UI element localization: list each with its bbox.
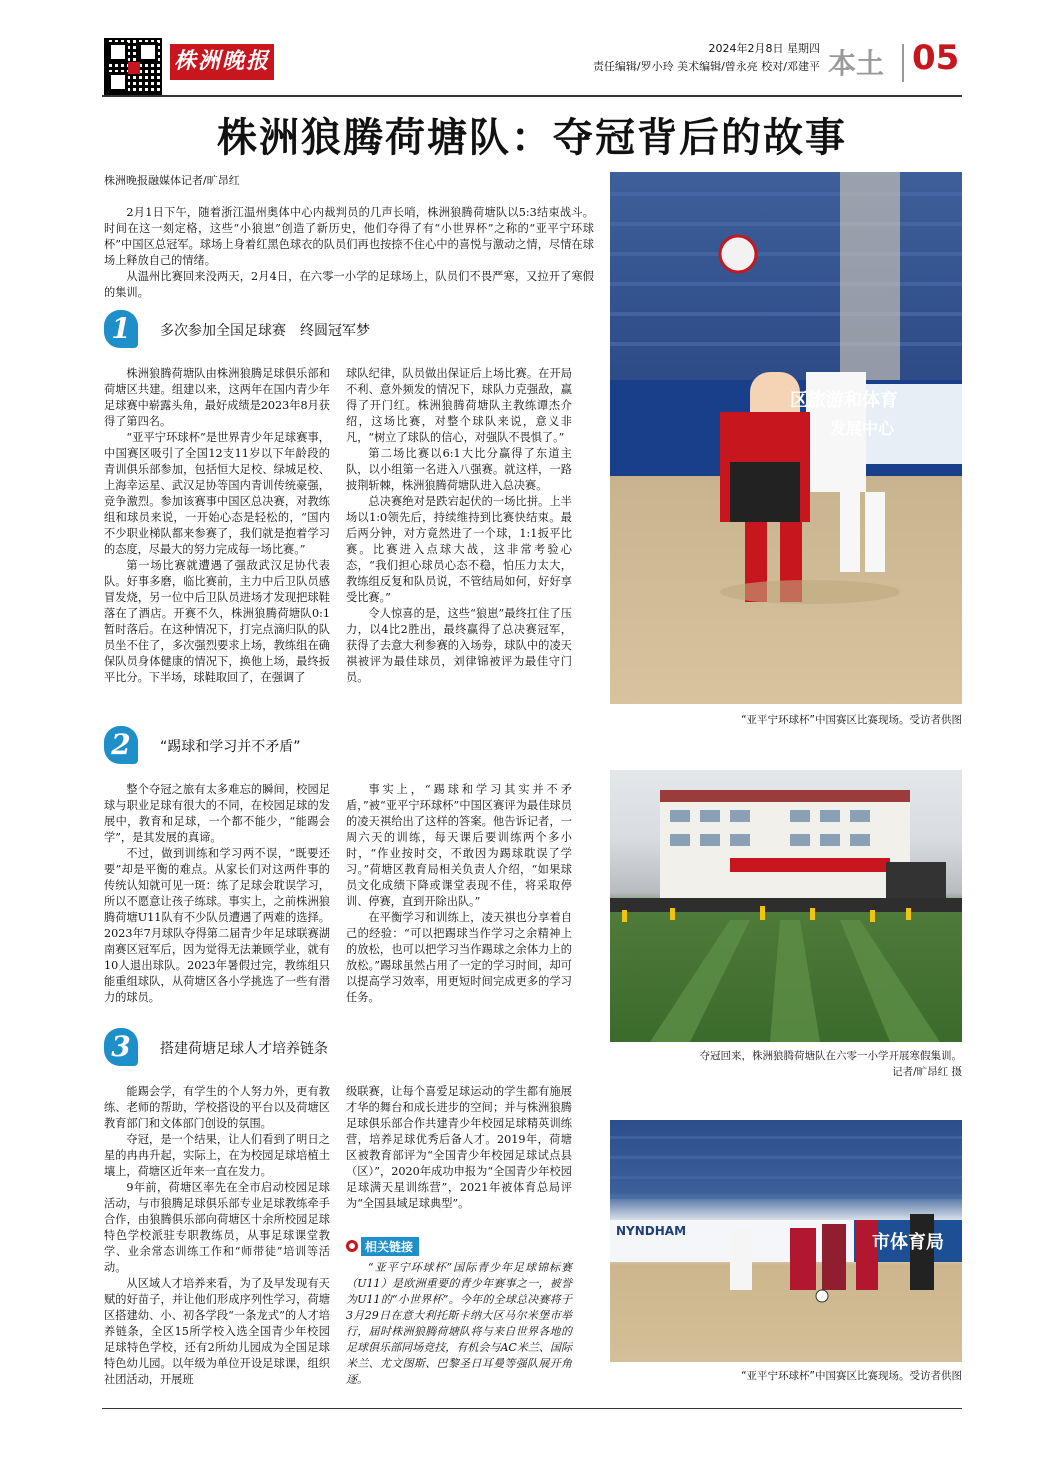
masthead-logo: 株洲晚报: [170, 44, 274, 80]
paragraph: 第一场比赛就遭遇了强敌武汉足协代表队。好事多磨，临比赛前，主力中后卫队员感冒发烧，另一位中后卫队员进场才发现把球鞋落在了酒店。开赛不久，株洲狼腾荷塘队0:1暂时落后。在这种情况下，打完点滴归队的队员坐不住了，多次强烈要求上场，教练组在确保队员身体健康的情况下，换他上场，最终扳平比分。下半场，球鞋取回了，在强调了: [104, 559, 330, 684]
header-rule: [102, 95, 962, 97]
paragraph: 夺冠，是一个结果，让人们看到了明日之星的冉冉升起，实际上，在为校园足球培植土壤上，荷塘区近年来一直在发力。: [104, 1133, 330, 1178]
paragraph: “亚平宁环球杯”是世界青少年足球赛事，中国赛区吸引了全国12支11岁以下年龄段的青训俱乐部参加，包括恒大足校、绿城足校、上海幸运星、武汉足协等国内青训传统豪强，竞争激烈。参加该赛事中国区总决赛，对教练组和球员来说，一开始心态是轻松的，“国内不少职业梯队都来参赛了，我们就是抱着学习的态度，尽最大的努力完成每一场比赛。”: [104, 431, 330, 556]
stadium-banner-2: 发展中心: [830, 419, 895, 438]
photo-match-1-art: [610, 172, 962, 704]
paragraph: 在平衡学习和训练上，凌天祺也分享着自己的经验：“可以把踢球当作学习之余精神上的放松，也可以把学习当作踢球之余体力上的放松。”踢球虽然占用了一定的学习时间，却可以提高学习效率，用更短时间完成更多的学习任务。: [346, 911, 572, 1004]
photo-match-2: [610, 1120, 962, 1362]
paragraph: 事实上，“踢球和学习其实并不矛盾，”被“亚平宁环球杯”中国区赛评为最佳球员的凌天祺给出了这样的答案。他告诉记者，一周六天的训练，每天课后要训练两个多小时，“作业按时交，不敢因为踢球耽误了学习。”荷塘区教育局相关负责人介绍，“如果球员文化成绩下降或课堂表现不佳，将采取停训、停赛，直到开除出队。”: [346, 783, 572, 908]
photo-training-art: [610, 770, 962, 1042]
section-1-col-2: [346, 366, 572, 686]
section-3-heading: [104, 1028, 504, 1068]
lead-text: [104, 205, 594, 301]
paragraph: 总决赛绝对是跌宕起伏的一场比拼。上半场以1:0领先后，持续维持到比赛快结束。最后两分钟，对方竟然进了一个球，1:1扳平比赛。比赛进入点球大战，这非常考验心态，“我们担心球员心态不稳，怕压力太大，教练组反复和队员说，不管结局如何，好好享受比赛。”: [346, 495, 572, 604]
stadium-banner-3: 市体育局: [872, 1232, 944, 1253]
paragraph: 第二场比赛以6:1大比分赢得了东道主队，以小组第一名进入八强赛。就这样，一路披荆斩棘，株洲狼腾荷塘队进入总决赛。: [346, 447, 572, 492]
section-3-number: 3: [104, 1028, 138, 1066]
qr-code: [104, 38, 162, 96]
paragraph: 能踢会学，有学生的个人努力外，更有教练、老师的帮助，学校搭设的平台以及荷塘区教育部门和文体部门创设的氛围。: [104, 1085, 330, 1130]
editor-credits: 责任编辑/罗小玲 美术编辑/曾永亮 校对/邓建平: [592, 60, 820, 73]
section-2-col-1: [104, 782, 330, 1006]
photo-3-caption: “亚平宁环球杯”中国赛区比赛现场。受访者供图: [741, 1370, 962, 1382]
paragraph: 不过，做到训练和学习两不误，“既要还要”却是平衡的难点。从家长们对这两件事的传统认知就可见一斑：练了足球会耽误学习，所以不愿意让孩子练球。事实上，之前株洲狼腾荷塘U11队有不少队员遭遇了两难的选择。2023年7月球队夺得第二届青少年足球联赛湖南赛区冠军后，因为觉得无法兼顾学业，就有10人退出球队。2023年暑假过完，教练组只能重组球队，从荷塘区各小学挑选了一些有潜力的球员。: [104, 847, 330, 1004]
section-2-col-2: [346, 782, 572, 1006]
paragraph: 球队纪律，队员做出保证后上场比赛。在开局不利、意外频发的情况下，球队力克强敌，赢得了开门红。株洲狼腾荷塘队主教练谭杰介绍，这场比赛，对整个球队来说，意义非凡，“树立了球队的信心，对强队不畏惧了。”: [346, 367, 572, 444]
photo-2-caption: 夺冠回来，株洲狼腾荷塘队在六零一小学开展寒假集训。: [699, 1050, 962, 1062]
section-2-number: 2: [104, 726, 138, 764]
section-1-heading: [104, 310, 504, 350]
paragraph: 从区域人才培养来看，为了及早发现有天赋的好苗子，并让他们形成序列性学习，荷塘区搭建幼、小、初各学段“一条龙式”的人才培养链条，全区15所学校入选全国青少年校园足球特色学校，还有2所幼儿园成为全国足球特色幼儿园。以年级为单位开设足球课，组织社团活动，开展班: [104, 1277, 330, 1386]
section-1-col-1: [104, 366, 330, 686]
section-2-heading: [104, 726, 504, 766]
issue-date: 2024年2月8日 星期四: [708, 42, 820, 55]
stadium-banner: 区旅游和体育: [790, 390, 898, 411]
section-3-title: 搭建荷塘足球人才培养链条: [160, 1041, 328, 1057]
section-2-title: “踢球和学习并不矛盾”: [160, 739, 301, 755]
photo-2-credit: 记者/旷昂红 摄: [892, 1066, 962, 1078]
paragraph: 令人惊喜的是，这些“狼崽”最终扛住了压力，以4比2胜出，最终赢得了总决赛冠军，获得了去意大利参赛的入场券，球队中的凌天祺被评为最佳球员，刘律锦被评为最佳守门员。: [346, 607, 572, 684]
paragraph: 株洲狼腾荷塘队由株洲狼腾足球俱乐部和荷塘区共建。组建以来，这两年在国内青少年足球赛中崭露头角，最好成绩是2023年8月获得了第四名。: [104, 367, 330, 428]
sponsor-banner: NYNDHAM: [616, 1224, 687, 1238]
section-1-title: 多次参加全国足球赛 终圆冠军梦: [160, 323, 370, 339]
lead-paragraph: 从温州比赛回来没两天，2月4日，在六零一小学的足球场上，队员们不畏严寒，又拉开了寒假的集训。: [104, 270, 594, 299]
paragraph: 级联赛，让每个喜爱足球运动的学生都有施展才华的舞台和成长进步的空间；并与株洲狼腾足球俱乐部合作共建青少年校园足球精英训练营，培养足球优秀后备人才。2019年，荷塘区被教育部评为“全国青少年校园足球试点县（区）”，2020年成功申报为“全国青少年校园足球满天星训练营”，2021年被体育总局评为“全国县域足球典型”。: [346, 1085, 572, 1210]
footer-rule: [102, 1408, 962, 1409]
section-3-col-2: [346, 1084, 572, 1212]
section-1-number: 1: [104, 310, 138, 348]
section-name: 本土: [828, 47, 885, 80]
paragraph: 9年前，荷塘区率先在全市启动校园足球活动，与市狼腾足球俱乐部专业足球教练牵手合作，由狼腾俱乐部向荷塘区十余所校园足球特色学校派驻专职教练员，从事足球课堂教学、业余常态训练工作和“师带徒”培训等活动。: [104, 1181, 330, 1274]
article-title: 株洲狼腾荷塘队：夺冠背后的故事: [217, 115, 847, 161]
related-text: “亚平宁环球杯”国际青少年足球锦标赛（U11）是欧洲重要的青少年赛事之一，被誉为U11的“小世界杯”。今年的全球总决赛将于3月29日在意大利托斯卡纳大区马尔米堡市举行，届时株洲狼腾荷塘队将与来自世界各地的足球俱乐部同场竞技，有机会与AC米兰、国际米兰、尤文图斯、巴黎圣日耳曼等强队展开角逐。: [346, 1261, 572, 1386]
section-3-col-1: [104, 1084, 330, 1388]
related-label: 相关链接: [361, 1237, 419, 1256]
paragraph: 整个夺冠之旅有太多难忘的瞬间，校园足球与职业足球有很大的不同，在校园足球的发展中，教育和足球，一个都不能少，“能踢会学”，是其发展的真谛。: [104, 783, 330, 844]
photo-training: [610, 770, 962, 1042]
header-divider: [902, 44, 904, 82]
photo-1-caption: “亚平宁环球杯”中国赛区比赛现场。受访者供图: [741, 714, 962, 726]
byline: 株洲晚报融媒体记者/旷昂红: [104, 174, 240, 187]
related-link-box: [346, 1236, 572, 1388]
photo-match-1: [610, 172, 962, 704]
page-number: 05: [912, 38, 960, 78]
related-dot-icon: [346, 1240, 358, 1252]
lead-paragraph: 2月1日下午，随着浙江温州奥体中心内裁判员的几声长哨，株洲狼腾荷塘队以5:3结束战斗。时间在这一刻定格，这些“小狼崽”创造了新历史，他们夺得了有“小世界杯”之称的“亚平宁环球杯”中国区总冠军。球场上身着红黑色球衣的队员们再也按捺不住心中的喜悦与激动之情，尽情在球场上释放自己的情绪。: [104, 206, 594, 267]
